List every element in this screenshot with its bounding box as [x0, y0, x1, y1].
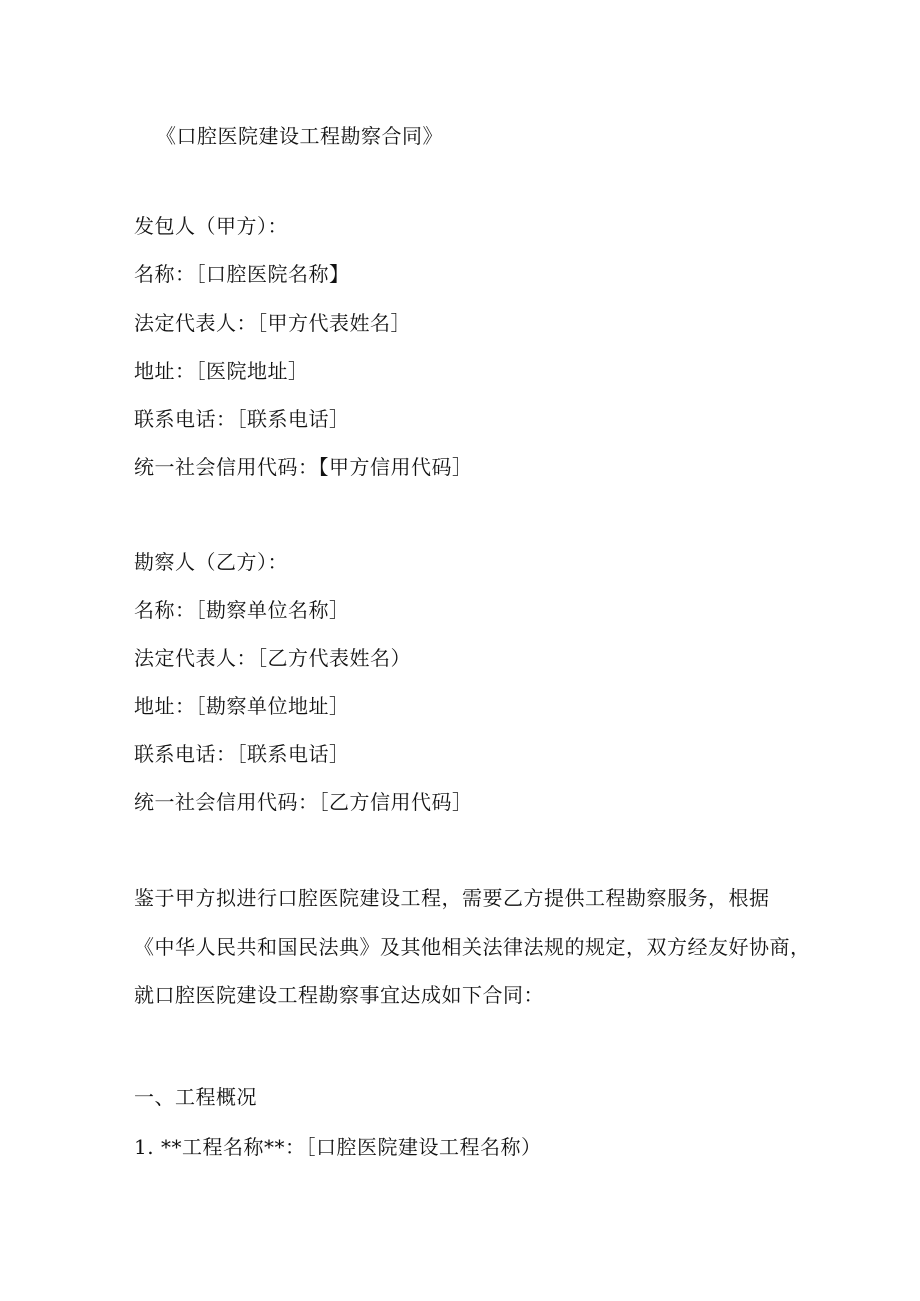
- party-a-credit-code: 统一社会信用代码：【甲方信用代码］: [134, 455, 473, 479]
- party-b-credit-code: 统一社会信用代码：［乙方信用代码］: [134, 790, 473, 814]
- party-a-phone: 联系电话：［联系电话］: [134, 407, 350, 431]
- preamble-line-2: 《中华人民共和国民法典》及其他相关法律法规的规定，双方经友好协商，: [134, 935, 811, 959]
- section-1-heading: 一、工程概况: [134, 1085, 257, 1109]
- party-b-heading: 勘察人（乙方）：: [134, 550, 288, 574]
- party-a-heading: 发包人（甲方）：: [134, 214, 288, 238]
- party-a-address: 地址：［医院地址］: [134, 359, 309, 383]
- party-b-phone: 联系电话：［联系电话］: [134, 742, 350, 766]
- party-b-address: 地址：［勘察单位地址］: [134, 694, 350, 718]
- document-title: 《口腔医院建设工程勘察合同》: [156, 124, 443, 148]
- party-a-representative: 法定代表人：［甲方代表姓名］: [134, 311, 411, 335]
- section-1-item-1: 1. **工程名称**：［口腔医院建设工程名称）: [134, 1135, 542, 1159]
- party-b-representative: 法定代表人：［乙方代表姓名）: [134, 646, 411, 670]
- preamble-line-1: 鉴于甲方拟进行口腔医院建设工程，需要乙方提供工程勘察服务，根据: [134, 886, 770, 910]
- party-a-name: 名称：［口腔医院名称】: [134, 262, 350, 286]
- party-b-name: 名称：［勘察单位名称］: [134, 598, 350, 622]
- preamble-line-3: 就口腔医院建设工程勘察事宜达成如下合同：: [134, 983, 544, 1007]
